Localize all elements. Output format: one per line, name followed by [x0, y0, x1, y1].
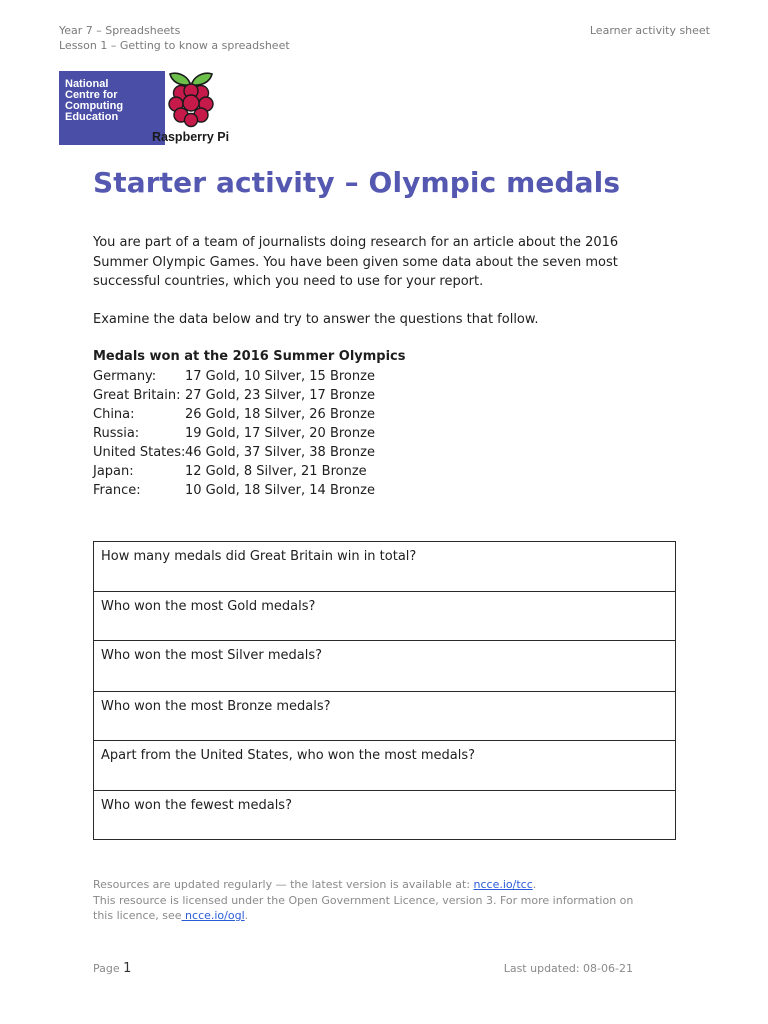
question-row	[94, 791, 676, 840]
header-left	[59, 23, 290, 53]
raspberry-pi-logo	[152, 70, 242, 148]
question-cell[interactable]: How many medals did Great Britain win in total?	[94, 542, 676, 592]
medal-row	[93, 443, 375, 462]
medal-country: France:	[93, 483, 141, 498]
raspberry-icon	[166, 70, 216, 128]
link-ncce-ogl[interactable]: ncce.io/ogl	[181, 909, 245, 922]
footer-period: .	[532, 878, 537, 891]
medal-country: Japan:	[93, 464, 134, 479]
medal-row	[93, 481, 375, 500]
footer-line-1	[93, 877, 653, 893]
ncce-logo-line: Centre for	[65, 89, 118, 101]
medal-counts: 26 Gold, 18 Silver, 26 Bronze	[185, 407, 375, 422]
footer-update-text: Resources are updated regularly — the latest version is available at:	[93, 878, 474, 891]
medal-country: China:	[93, 407, 135, 422]
page-label: Page	[93, 962, 124, 975]
page-number-value: 1	[123, 961, 132, 976]
page-number	[93, 961, 131, 976]
header-course: Year 7 – Spreadsheets	[59, 24, 181, 37]
intro-paragraph: You are part of a team of journalists doing research for an article about the 2016 Summer Olympic Games. You have been given some data about the seven most successful countries, which you need to use for your report.	[93, 235, 619, 289]
medals-heading: Medals won at the 2016 Summer Olympics	[93, 349, 406, 364]
ncce-logo	[59, 71, 165, 145]
medal-country: United States:	[93, 445, 186, 460]
medal-row	[93, 462, 375, 481]
ncce-logo-line: Education	[65, 111, 119, 123]
questions-table	[93, 541, 676, 840]
raspberry-pi-text: Raspberry Pi	[152, 130, 230, 144]
question-row	[94, 692, 676, 741]
link-ncce-tcc[interactable]: ncce.io/tcc	[473, 878, 533, 891]
question-cell[interactable]: Who won the most Gold medals?	[94, 592, 676, 641]
medal-counts: 17 Gold, 10 Silver, 15 Bronze	[185, 369, 375, 384]
medal-row	[93, 367, 375, 386]
last-updated: Last updated: 08-06-21	[503, 962, 633, 975]
question-cell[interactable]: Who won the fewest medals?	[94, 791, 676, 840]
footer-notes	[93, 877, 653, 924]
medal-row	[93, 405, 375, 424]
medal-counts: 10 Gold, 18 Silver, 14 Bronze	[185, 483, 375, 498]
ncce-logo-line: Computing	[65, 100, 124, 112]
footer-period: .	[244, 909, 249, 922]
footer-licence-text: This resource is licensed under the Open Government Licence, version 3. For more information on this licence, see	[93, 893, 634, 922]
question-row	[94, 641, 676, 692]
medals-list	[93, 367, 375, 500]
medal-counts: 19 Gold, 17 Silver, 20 Bronze	[185, 426, 375, 441]
question-row	[94, 542, 676, 592]
question-row	[94, 592, 676, 641]
medal-country: Germany:	[93, 369, 157, 384]
instruction-paragraph: Examine the data below and try to answer the questions that follow.	[93, 312, 539, 327]
footer-line-2	[93, 893, 653, 924]
question-cell[interactable]: Apart from the United States, who won the most medals?	[94, 741, 676, 791]
question-cell[interactable]: Who won the most Bronze medals?	[94, 692, 676, 741]
medal-counts: 12 Gold, 8 Silver, 21 Bronze	[185, 464, 367, 479]
ncce-logo-line: National	[65, 78, 109, 90]
medal-country: Great Britain:	[93, 388, 181, 403]
medal-counts: 27 Gold, 23 Silver, 17 Bronze	[185, 388, 375, 403]
question-cell[interactable]: Who won the most Silver medals?	[94, 641, 676, 692]
question-row	[94, 741, 676, 791]
medal-row	[93, 386, 375, 405]
medal-country: Russia:	[93, 426, 140, 441]
medal-counts: 46 Gold, 37 Silver, 38 Bronze	[185, 445, 375, 460]
header-sheet-type: Learner activity sheet	[589, 24, 710, 37]
header-lesson: Lesson 1 – Getting to know a spreadsheet	[59, 39, 290, 52]
medal-row	[93, 424, 375, 443]
page-title: Starter activity – Olympic medals	[93, 166, 621, 199]
